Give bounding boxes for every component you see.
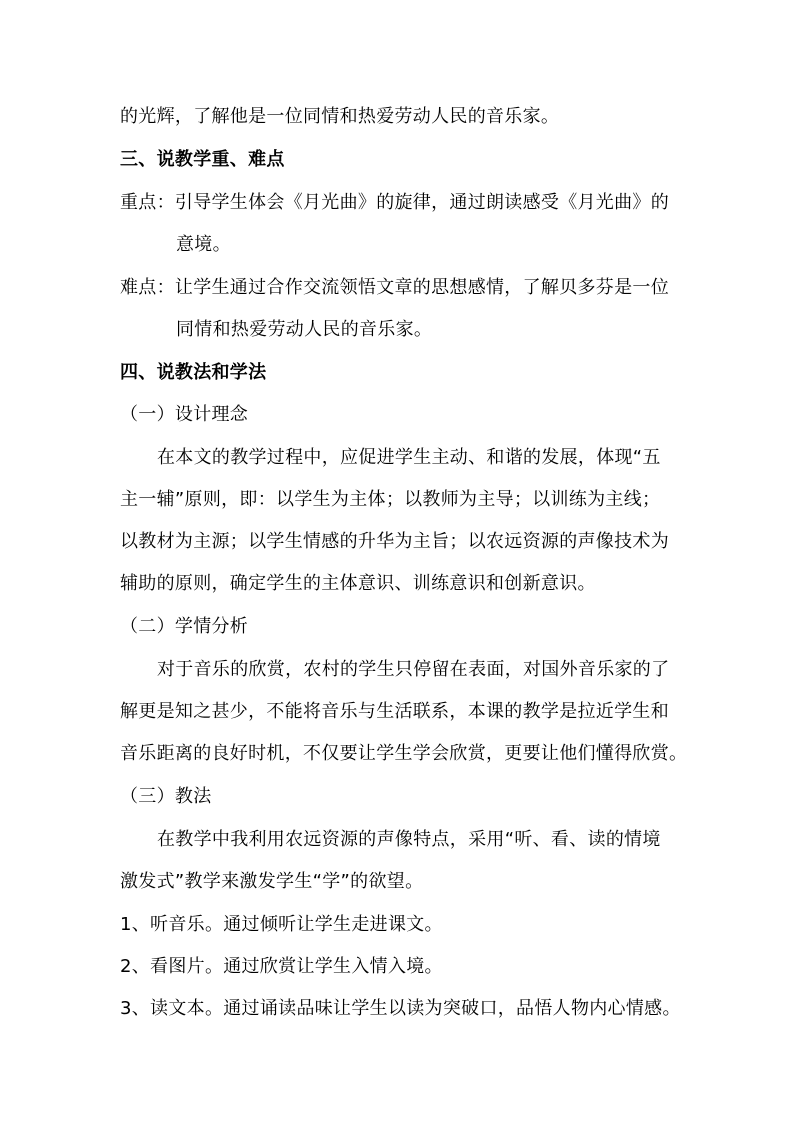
paragraph-line: 对于音乐的欣赏，农村的学生只停留在表面，对国外音乐家的了 [157, 659, 670, 680]
section-heading: 四、说教法和学法 [120, 362, 267, 383]
paragraph-line: 重点：引导学生体会《月光曲》的旋律，通过朗读感受《月光曲》的 [120, 192, 669, 213]
subsection-heading: （一）设计理念 [120, 404, 249, 425]
list-item: 3、读文本。通过诵读品味让学生以读为突破口，品悟人物内心情感。 [120, 998, 681, 1019]
paragraph-line: 在教学中我利用农远资源的声像特点，采用“听、看、读的情境 [157, 829, 661, 850]
paragraph-line: 难点：让学生通过合作交流领悟文章的思想感情，了解贝多芬是一位 [120, 277, 669, 298]
paragraph-line: 在本文的教学过程中，应促进学生主动、和谐的发展，体现“五 [157, 447, 661, 468]
paragraph-line: 辅助的原则，确定学生的主体意识、训练意识和创新意识。 [120, 573, 596, 594]
paragraph-line: 主一辅”原则，即：以学生为主体；以教师为主导；以训练为主线； [120, 489, 661, 510]
paragraph-line: 以教材为主源；以学生情感的升华为主旨；以农远资源的声像技术为 [120, 531, 669, 552]
list-item: 2、看图片。通过欣赏让学生入情入境。 [120, 956, 443, 977]
paragraph-line: 激发式”教学来激发学生“学”的欲望。 [120, 871, 424, 892]
list-item: 1、听音乐。通过倾听让学生走进课文。 [120, 914, 443, 935]
paragraph-line: 意境。 [176, 234, 231, 255]
section-heading: 三、说教学重、难点 [120, 149, 285, 170]
subsection-heading: （二）学情分析 [120, 616, 249, 637]
subsection-heading: （三）教法 [120, 786, 212, 807]
paragraph-line: 同情和热爱劳动人民的音乐家。 [176, 319, 433, 340]
paragraph-line: 的光辉，了解他是一位同情和热爱劳动人民的音乐家。 [120, 106, 560, 127]
paragraph-line: 音乐距离的良好时机，不仅要让学生学会欣赏，更要让他们懂得欣赏。 [120, 743, 688, 764]
paragraph-line: 解更是知之甚少，不能将音乐与生活联系，本课的教学是拉近学生和 [120, 701, 669, 722]
